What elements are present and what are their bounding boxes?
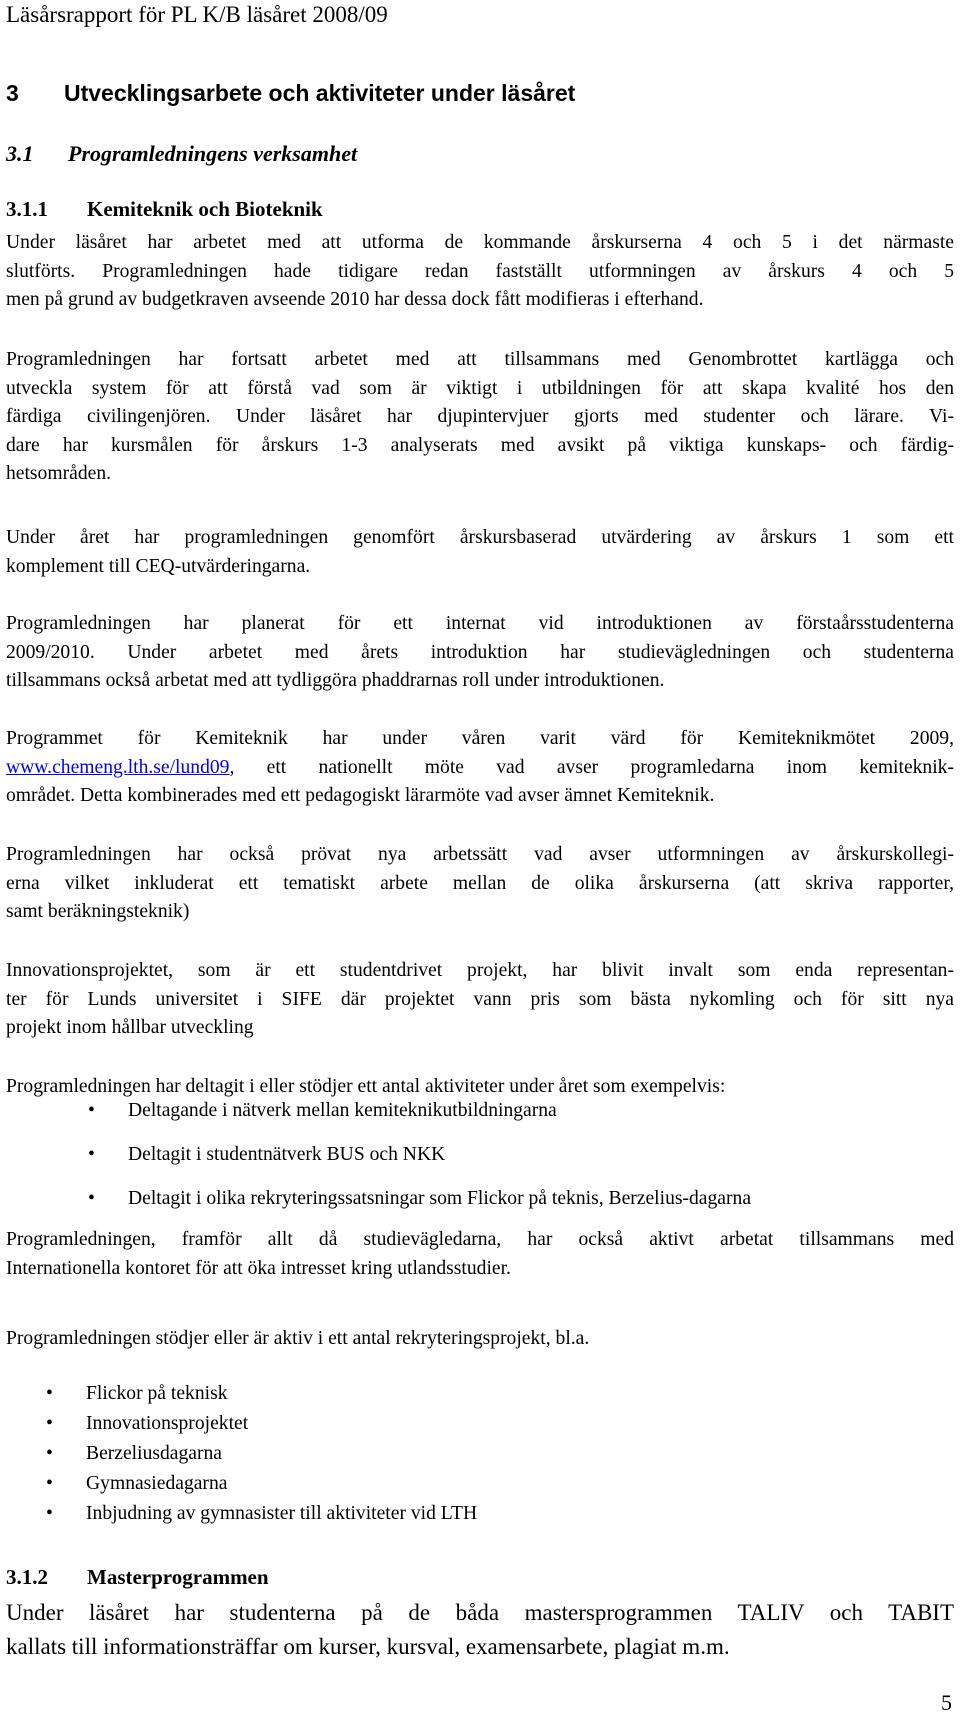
paragraph-line: Programledningen, framför allt då studievägledarna, har också aktivt arbetat tillsammans med [6,1229,954,1250]
paragraph-7 [6,957,954,1043]
section-heading [6,80,575,107]
section-number: 3 [6,80,19,106]
paragraph-line: Programledningen stödjer eller är aktiv i ett antal rekryteringsprojekt, bl.a. [6,1328,590,1349]
bullet-icon: • [46,1473,53,1494]
subsection-title: Programledningens verksamhet [68,141,358,166]
paragraph-line: utveckla system för att förstå vad som är viktigt i utbildningen för att skapa kvalité hos den [6,377,954,399]
paragraph-6 [6,841,954,927]
paragraph-line: erna vilket inkluderat ett tematiskt arbete mellan de olika årskurserna (att skriva rapporter, [6,872,954,894]
subsubsection-heading-2 [6,1565,269,1590]
list-item-text: Innovationsprojektet [86,1413,249,1434]
paragraph-line: Under året har programledningen genomfört årskursbaserad utvärdering av årskurs 1 som ett [6,527,954,548]
bullet-icon: • [88,1100,95,1121]
bullet-icon: • [46,1443,53,1464]
paragraph-line: Programledningen har deltagit i eller stödjer ett antal aktiviteter under året som exempelvis: [6,1076,726,1097]
paragraph-line: tillsammans också arbetat med att tydliggöra phaddrarnas roll under introduktionen. [6,670,665,691]
paragraph-line: slutförts. Programledningen hade tidigare redan fastställt utformningen av årskurs 4 och 5 [6,260,954,282]
paragraph-line: komplement till CEQ-utvärderingarna. [6,555,311,577]
paragraph-line: Programmet för Kemiteknik har under våren varit värd för Kemiteknikmötet 2009, [6,728,954,749]
paragraph-line: färdiga civilingenjören. Under läsåret har djupintervjuer gjorts med studenter och lärare. Vi- [6,406,954,427]
paragraph-line: projekt inom hållbar utveckling [6,1017,254,1038]
paragraph-line: men på grund av budgetkraven avseende 2010 har dessa dock fått modifieras i efterhand. [6,289,704,310]
bullet-icon: • [46,1503,53,1524]
list-item-text: Deltagit i studentnätverk BUS och NKK [128,1144,446,1165]
master-paragraph [6,1596,954,1664]
list-item-text: Inbjudning av gymnasister till aktiviteter vid LTH [86,1503,478,1524]
subsection-heading [6,141,357,167]
paragraph-line: Programledningen har planerat för ett internat vid introduktionen av förstaårsstudenterna [6,613,954,634]
paragraph-line: 2009/2010. Under arbetet med årets introduktion har studievägledningen och studenterna [6,641,954,663]
list-item-text: Deltagande i nätverk mellan kemiteknikutbildningarna [128,1100,557,1121]
subsubsection-number: 3.1.1 [6,197,48,221]
section-title: Utvecklingsarbete och aktiviteter under läsåret [64,80,576,106]
paragraph-9 [6,1226,954,1283]
bullet-icon: • [88,1188,95,1209]
paragraph-text: , ett nationellt möte vad avser programledarna inom kemiteknik- [229,756,954,778]
subsubsection-heading-1 [6,197,323,222]
running-header: Läsårsrapport för PL K/B läsåret 2008/09 [6,2,388,27]
chemeng-link[interactable]: www.chemeng.lth.se/lund09 [6,756,230,778]
paragraph-8 [6,1073,954,1102]
subsubsection-title: Kemiteknik och Bioteknik [87,197,323,221]
paragraph-line: Under läsåret har arbetet med att utforma de kommande årskurserna 4 och 5 i det närmaste [6,232,954,253]
paragraph-1 [6,229,954,315]
list-item-text: Deltagit i olika rekryteringssatsningar som Flickor på teknis, Berzelius-dagarna [128,1188,752,1209]
paragraph-line: Programledningen har också prövat nya arbetssätt vad avser utformningen av årskurskollegi- [6,844,954,865]
paragraph-2 [6,346,954,489]
bullet-icon: • [88,1144,95,1165]
paragraph-line: samt beräkningsteknik) [6,901,190,922]
paragraph-line: kallats till informationsträffar om kurser, kursval, examensarbete, plagiat m.m. [6,1634,730,1659]
paragraph-line: Innovationsprojektet, som är ett studentdrivet projekt, har blivit invalt som enda representan- [6,960,954,981]
paragraph-line: området. Detta kombinerades med ett pedagogiskt lärarmöte vad avser ämnet Kemiteknik. [6,785,715,806]
paragraph-10 [6,1325,954,1354]
subsubsection-number: 3.1.2 [6,1565,48,1589]
bullet-icon: • [46,1413,53,1434]
paragraph-line: Internationella kontoret för att öka intresset kring utlandsstudier. [6,1257,511,1279]
page-number: 5 [941,1690,952,1715]
list-item-text: Berzeliusdagarna [86,1443,222,1464]
paragraph-line: Programledningen har fortsatt arbetet med att tillsammans med Genombrottet kartlägga och [6,349,954,370]
list-item-text: Flickor på teknisk [86,1383,228,1404]
paragraph-line: hetsområden. [6,463,112,484]
list-item-text: Gymnasiedagarna [86,1473,228,1494]
paragraph-line: ter för Lunds universitet i SIFE där projektet vann pris som bästa nykomling och för sitt nya [6,988,954,1010]
paragraph-4 [6,610,954,696]
paragraph-5 [6,725,954,811]
paragraph-3 [6,524,954,581]
paragraph-line: dare har kursmålen för årskurs 1-3 analyserats med avsikt på viktiga kunskaps- och färdig- [6,434,954,456]
paragraph-line: Under läsåret har studenterna på de båda mastersprogrammen TALIV och TABIT [6,1600,954,1625]
bullet-icon: • [46,1383,53,1404]
subsection-number: 3.1 [6,141,34,166]
paragraph-line [6,754,954,783]
subsubsection-title: Masterprogrammen [87,1565,269,1589]
